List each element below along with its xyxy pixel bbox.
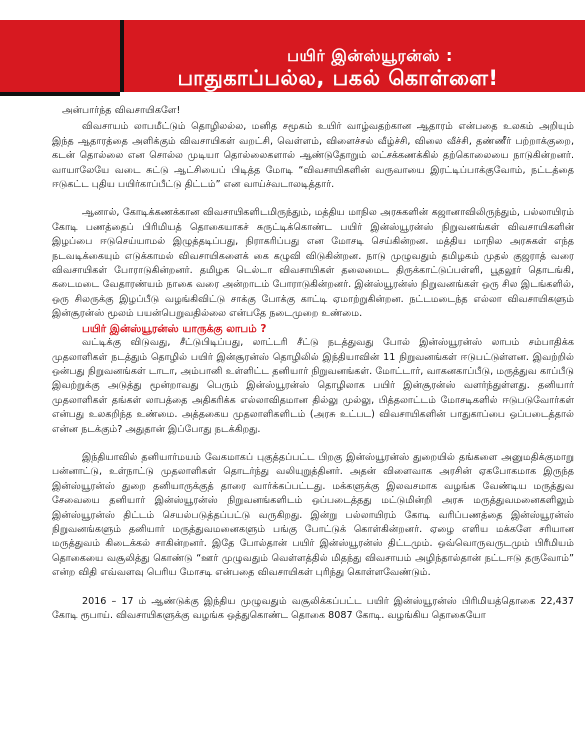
paragraph-5: 2016 – 17 ம் ஆண்டுக்கு இந்திய முழுவதும் வசூலிக்கப்பட்ட பயிர் இன்ஸ்யூரன்ஸ் பிரிமியத்தொகை 22,437 கோடி ரூபாய். விவசாயிகளுக்கு வழங்க ஒத்துகொண்ட தொகை 8087 கோடி. வழங்கிய தொகையோ — [52, 595, 574, 621]
paragraph-4: இந்தியாவில் தனியார்மயம் வேகமாகப் புகுத்தப்பட்ட பிறகு இன்ஸ்யூரன்ஸ் துறையில் தங்களை அனுமதிக்குமாறு பன்னாட்டு, உள்நாட்டு முதலாளிகள் தொடர்ந்து வலியுறுத்தினர். அதன் விளைவாக அரசின் ஏகபோகமாக இருந்த இன்ஸ்யூரன்ஸ் துறை தனியாருக்குத் தாரை வார்க்கப்பட்டது. மக்களுக்கு இலவசமாக வழங்க வேண்டிய மருத்துவ சேவையை தனியார் இன்ஸ்யூரன்ஸ் நிறுவனங்களிடம் ஒப்படைத்தது மட்டுமின்றி அரசு மருத்துவமனைகளிலும் இன்ஸ்யூரன்ஸ் திட்டம் செயல்படுத்தப்பட்டு வருகிறது. இன்று பல்லாயிரம் கோடி வரிப்பணத்தை இன்ஸ்யூரன்ஸ் நிறுவனங்களும் தனியார் மருத்துவமனைகளும் பங்கு போட்டுக் கொள்கின்றனர். ஏழை எளிய மக்களே சரியான மருத்துவம் கிடைக்கல் சாகின்றனர். இதே போல்தான் பயிர் இன்ஸ்யூரன்ஸ் திட்டமும். ஒவ்வொருவருடமும் பிரீமியம் தொகையை வசூலித்து கொண்டு “ஊர் முழுவதும் வெள்ளத்தில் மிதந்து விவசாயம் அழிந்தால்தான் நட்டஈடு தருவோம்” என்ற விதி எவ்வளவு பெரிய மோசடி என்பதை விவசாயிகள் புரிந்து கொள்ளவேண்டும். — [52, 451, 574, 579]
paragraph-3: வட்டிக்கு விடுவது, சீட்டுபிடிப்பது, லாட்டரி சீட்டு நடத்துவது போல் இன்ஸ்யூரன்ஸ் லாபம் சம்பாதிக்க முதலாளிகள் நடத்தும் தொழில் பயிர் இன்சூரன்ஸ் தொழிலில் இந்தியாவின் 11 நிறுவனங்கள் ஈடுபட்டுள்ளன. இவற்றில் ஒன்பது நிறுவனங்கள் டாடா, அம்பானி உள்ளிட்ட தனியார் நிறுவனங்கள். மோட்டார், வாகனகாப்பீடு, மருத்துவ காப்பீடு இவற்றுக்கு அடுத்து மூன்றாவது பெரும் இன்ஸ்யூரன்ஸ் தொழிலாக பயிர் இன்சூரன்ஸ் வளர்ந்துள்ளது. தனியார் முதலாளிகள் தங்கள் லாபத்தை அதிகரிக்க எல்லாவிதமான தில்லு முல்லு, பித்தலாட்டம் மோசடிகளில் ஈடுபடுவோர்கள் என்பது உலகறிந்த உண்மை. அத்தகைய முதலாளிகளிடம் (அரசு உட்பட) விவசாயிகளின் பாதுகாப்பை ஒப்படைத்தால் என்ன நடக்கும்? அதுதான் இப்போது நடக்கிறது. — [52, 337, 574, 435]
headline-line-1: பயிர் இன்ஸ்யூரன்ஸ் : — [287, 46, 453, 65]
paragraph-1: விவசாயம் லாபமீட்டும் தொழிலல்ல, மனித சமூகம் உயிர் வாழ்வதற்கான ஆதாரம் என்பதை உலகம் அறியும் இந்த ஆதாரத்தை அளிக்கும் விவசாயிகள் வறட்சி, வெள்ளம், விளைச்சல் வீழ்ச்சி, விலை வீச்சி, தண்ணீர் பற்றாக்குறை, கடன் தொல்லை என சொல்ல முடியா தொல்லைகளால் ஆண்டுதோறும் லட்சக்கணக்கில் தற்கொலையை நாடுகின்றனர். வாயாலேயே வடை சுட்டு ஆட்சியைப் பிடித்த மோடி “விவசாயிகளின் வருவாயை இரட்டிப்பாக்குவோம், நட்டத்தை ஈடுகட்ட புதிய பயிர்காப்பீட்டு திட்டம்” என வாய்ச்வடாலடித்தார். — [52, 121, 574, 191]
section-heading: பயிர் இன்ஸ்யூரன்ஸ் யாருக்கு லாபம் ? — [82, 322, 267, 335]
article-body — [52, 104, 574, 623]
headline-banner — [0, 20, 585, 96]
salutation: அன்பார்ந்த விவசாயிகளே! — [62, 105, 181, 116]
paragraph-2: ஆனால், கோடிக்கணக்கான விவசாயிகளிடமிருந்தும், மத்திய மாநில அரசுகளின் கஜானாவிலிருந்தும், பல்லாயிரம் கோடி பணத்தைப் பிரிமியத் தொகையாகச் சுருட்டிக்கொண்ட பயிர் இன்ஸ்யூரன்ஸ் நிறுவனங்கள் விவசாயிகளின் இழப்பை ஈடுசெய்யாமல் இழுத்தடிப்பது, நிராகரிப்பது என மோசடி செய்கின்றன. மத்திய மாநில அரசுகள் எந்த நடவடிக்கையும் எடுக்காமல் விவசாயிகளைக் கை கழுவி விடுகின்றன. நாடு முழுவதும் தமிழகம் முதல் குஜராத் வரை விவசாயிகள் போராடுகின்றனர். தமிழக டெல்டா விவசாயிகள் தலைமைட திருக்காட்டுப்பள்ளி, பூதலூர் தொடங்கி, கடைமடை வேதாரண்யம் நாகை வரை அன்றாடம் போராடுகின்றனர். இன்ஸ்யூரன்ஸ் நிறுவனங்கள் ஒரு சில இடங்களில், ஒரு சிலருக்கு இழப்பீடு வழங்கிவிட்டு சாக்கு போக்கு காட்டி ஏமாற்றுகின்றன. நட்டமடைந்த எல்லா விவசாயிகளும் இன்சூரன்ஸ் மூலம் பயன்பெறுவதில்லை என்பதே நடைமுறை உண்மை. — [52, 207, 574, 320]
headline-line-2: பாதுகாப்பல்ல, பகல் கொள்ளை! — [177, 66, 499, 90]
banner-red-band — [0, 20, 120, 92]
